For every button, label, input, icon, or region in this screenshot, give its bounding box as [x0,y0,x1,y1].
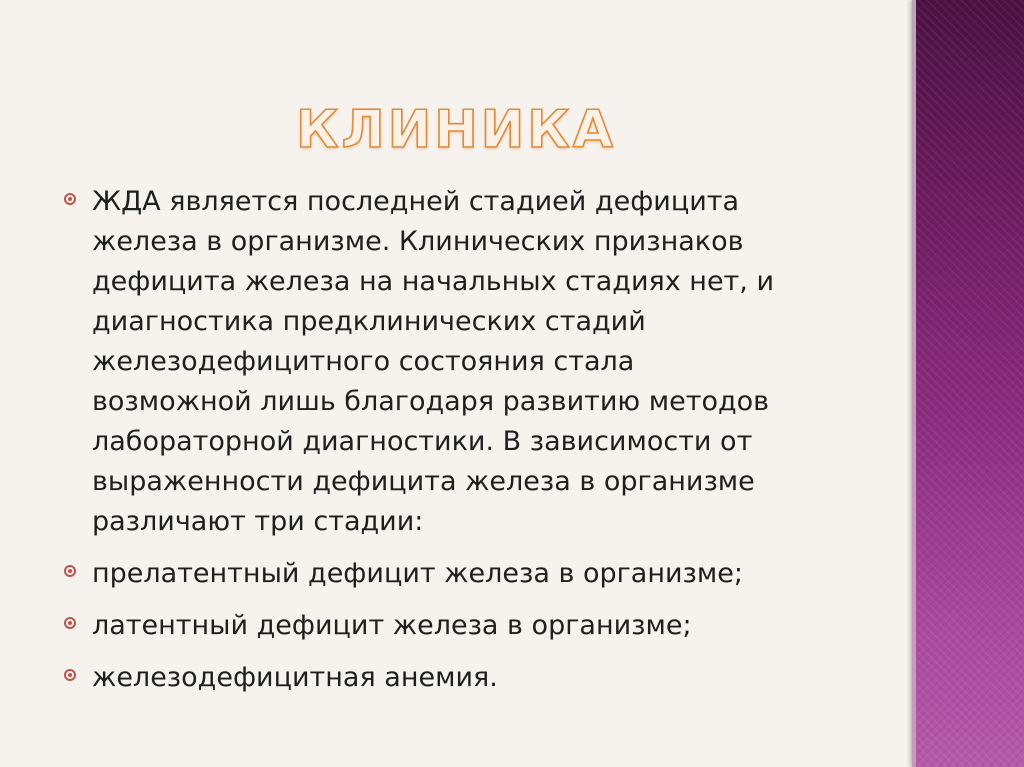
bullet-text: прелатентный дефицит железа в организме; [92,558,743,589]
bullet-item [62,182,882,542]
side-band-edge [912,0,916,767]
bullet-list [62,182,882,710]
bullet-item [62,554,882,594]
bullet-text: ЖДА является последней стадией дефицита железа в организме. Клинических признаков дефицита железа на начальных стадиях нет, и диагностика предклинических стадий железодефицитного состояния стала возможной лишь благодаря развитию методов лабораторной диагностики. В зависимости от выраженности дефицита железа в организме различают три стадии: [92,186,775,537]
bullet-item [62,658,882,698]
bullet-text: железодефицитная анемия. [92,662,498,693]
circle-dot-icon [64,193,76,205]
slide-title: КЛИНИКА [296,100,616,160]
circle-dot-icon [64,669,76,681]
bullet-item [62,606,882,646]
circle-dot-icon [64,565,76,577]
circle-dot-icon [64,617,76,629]
bullet-text: латентный дефицит железа в организме; [92,610,692,641]
decorative-side-band [912,0,1024,767]
